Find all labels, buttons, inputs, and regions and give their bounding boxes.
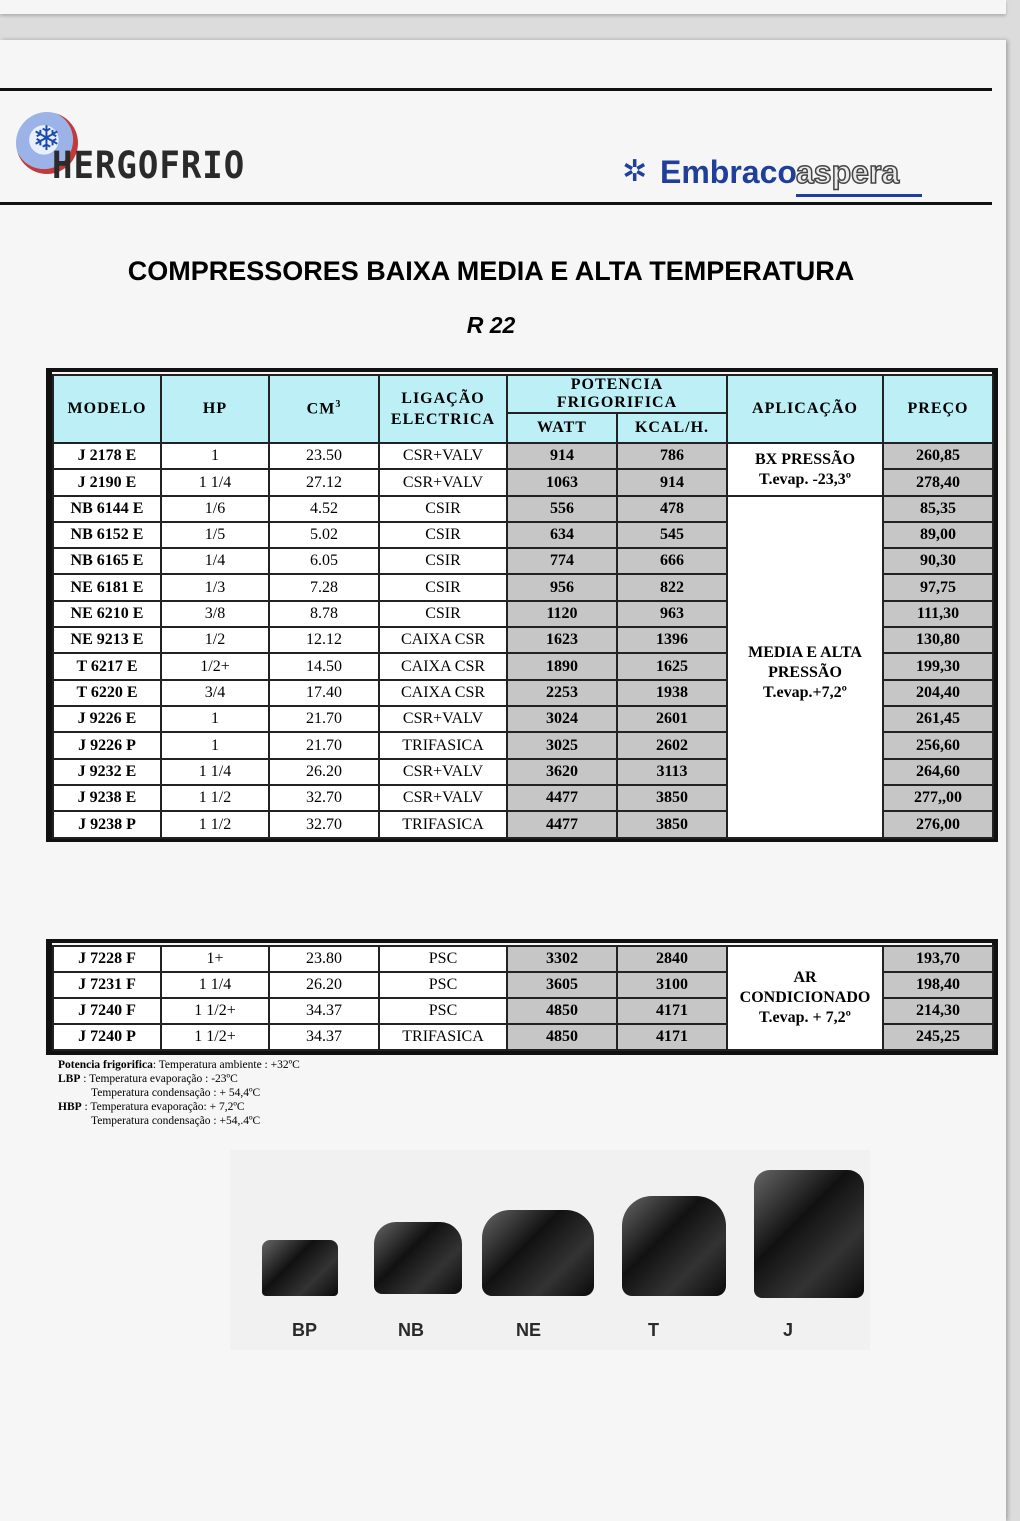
note-potencia-label: Potencia frigorifica xyxy=(58,1059,153,1071)
cell-modelo: NE 6181 E xyxy=(53,574,161,601)
compressor-photos xyxy=(230,1150,870,1350)
cell-kcal: 822 xyxy=(617,574,727,601)
cell-ligacao: TRIFASICA xyxy=(379,732,507,759)
header-ligacao-line2: ELECTRICA xyxy=(390,411,496,428)
cell-hp: 1 xyxy=(161,443,269,469)
cell-hp: 1 1/4 xyxy=(161,759,269,785)
cell-cm3: 12.12 xyxy=(269,627,379,653)
cell-hp: 1 1/2 xyxy=(161,811,269,838)
cell-watt: 3025 xyxy=(507,732,617,759)
cell-modelo: NB 6152 E xyxy=(53,522,161,548)
cell-modelo: J 7240 F xyxy=(53,998,161,1024)
cell-cm3: 23.80 xyxy=(269,946,379,972)
header-hp: HP xyxy=(161,375,269,443)
cell-watt: 3605 xyxy=(507,972,617,998)
header-rule-bottom xyxy=(0,202,992,205)
cell-hp: 1 xyxy=(161,706,269,732)
compressor-j-image xyxy=(754,1170,864,1298)
cell-hp: 1/4 xyxy=(161,548,269,574)
cell-ligacao: CSIR xyxy=(379,548,507,574)
note-lbp-text: : Temperatura evaporação : -23ºC xyxy=(80,1073,238,1085)
header-ligacao xyxy=(379,375,507,443)
cell-kcal: 2840 xyxy=(617,946,727,972)
cell-aplicacao-bx-pressao xyxy=(727,443,883,496)
cell-hp: 1 1/4 xyxy=(161,972,269,998)
cell-kcal: 963 xyxy=(617,601,727,627)
aplicacao-media-line2: PRESSÃO xyxy=(768,664,842,681)
cell-modelo: J 9232 E xyxy=(53,759,161,785)
cell-modelo: J 2190 E xyxy=(53,469,161,496)
cell-cm3: 6.05 xyxy=(269,548,379,574)
cell-ligacao: CSR+VALV xyxy=(379,706,507,732)
header-preco: PREÇO xyxy=(883,375,993,443)
cell-ligacao: CSR+VALV xyxy=(379,759,507,785)
cell-cm3: 21.70 xyxy=(269,732,379,759)
cell-preco: 264,60 xyxy=(883,759,993,785)
compressor-label-j: J xyxy=(783,1320,794,1340)
cell-cm3: 14.50 xyxy=(269,653,379,680)
cell-ligacao: CAIXA CSR xyxy=(379,680,507,706)
header-watt: WATT xyxy=(507,413,617,443)
compressor-table-main xyxy=(52,374,994,839)
header-potencia-line1: POTENCIA xyxy=(570,376,664,393)
cell-modelo: J 7231 F xyxy=(53,972,161,998)
cell-kcal: 2602 xyxy=(617,732,727,759)
cell-preco: 278,40 xyxy=(883,469,993,496)
cell-ligacao: PSC xyxy=(379,998,507,1024)
cell-kcal: 914 xyxy=(617,469,727,496)
cell-cm3: 21.70 xyxy=(269,706,379,732)
cell-watt: 1063 xyxy=(507,469,617,496)
cell-cm3: 32.70 xyxy=(269,785,379,811)
cell-preco: 214,30 xyxy=(883,998,993,1024)
cell-cm3: 5.02 xyxy=(269,522,379,548)
cell-watt: 1890 xyxy=(507,653,617,680)
cell-cm3: 26.20 xyxy=(269,972,379,998)
cell-modelo: J 9238 E xyxy=(53,785,161,811)
cell-cm3: 7.28 xyxy=(269,574,379,601)
cell-preco: 89,00 xyxy=(883,522,993,548)
cell-kcal: 4171 xyxy=(617,1024,727,1050)
cell-watt: 4850 xyxy=(507,998,617,1024)
cell-hp: 1/2+ xyxy=(161,653,269,680)
cell-kcal: 3113 xyxy=(617,759,727,785)
compressor-table-ac xyxy=(52,945,994,1051)
header-potencia-line2: FRIGORIFICA xyxy=(556,394,678,411)
header-potencia xyxy=(507,375,727,413)
refrigerant-subtitle: R 22 xyxy=(466,312,516,338)
note-hbp-text: : Temperatura evaporação: + 7,2ºC xyxy=(81,1101,245,1113)
cell-preco: 261,45 xyxy=(883,706,993,732)
cell-preco: 199,30 xyxy=(883,653,993,680)
cell-watt: 774 xyxy=(507,548,617,574)
cell-kcal: 545 xyxy=(617,522,727,548)
cell-watt: 634 xyxy=(507,522,617,548)
aplicacao-ar-line1: AR xyxy=(793,969,817,986)
cell-ligacao: PSC xyxy=(379,946,507,972)
cell-preco: 111,30 xyxy=(883,601,993,627)
note-lbp-cond: Temperatura condensação : + 54,4ºC xyxy=(91,1087,261,1099)
cell-ligacao: CAIXA CSR xyxy=(379,653,507,680)
cell-modelo: T 6217 E xyxy=(53,653,161,680)
cell-cm3: 27.12 xyxy=(269,469,379,496)
hergofrio-wordmark: HERGOFRIO xyxy=(52,144,246,188)
table-row xyxy=(53,443,993,469)
cell-cm3: 32.70 xyxy=(269,811,379,838)
aplicacao-media-line1: MEDIA E ALTA xyxy=(748,644,862,661)
cell-watt: 4477 xyxy=(507,785,617,811)
cell-preco: 204,40 xyxy=(883,680,993,706)
hergofrio-logo xyxy=(14,108,258,198)
header-ligacao-line1: LIGAÇÃO xyxy=(401,390,485,407)
cell-kcal: 666 xyxy=(617,548,727,574)
header-modelo: MODELO xyxy=(53,375,161,443)
embraco-wordmark: Embraco xyxy=(660,154,797,190)
previous-page-edge xyxy=(0,0,1006,14)
header-aplicacao: APLICAÇÃO xyxy=(727,375,883,443)
page-title: COMPRESSORES BAIXA MEDIA E ALTA TEMPERATURA xyxy=(127,256,855,286)
note-potencia-text: : Temperatura ambiente : +32ºC xyxy=(152,1059,300,1071)
note-hbp-label: HBP xyxy=(58,1101,82,1113)
cell-ligacao: CAIXA CSR xyxy=(379,627,507,653)
compressor-t-image xyxy=(622,1196,726,1296)
cell-watt: 3620 xyxy=(507,759,617,785)
note-hbp-cond: Temperatura condensação : +54,.4ºC xyxy=(91,1115,261,1127)
cell-cm3: 34.37 xyxy=(269,1024,379,1050)
cell-kcal: 3100 xyxy=(617,972,727,998)
cell-modelo: J 7240 P xyxy=(53,1024,161,1050)
cell-preco: 277,,00 xyxy=(883,785,993,811)
cell-modelo: NB 6165 E xyxy=(53,548,161,574)
cell-watt: 1623 xyxy=(507,627,617,653)
cell-ligacao: CSIR xyxy=(379,601,507,627)
cell-preco: 90,30 xyxy=(883,548,993,574)
cell-cm3: 4.52 xyxy=(269,496,379,522)
cell-watt: 1120 xyxy=(507,601,617,627)
cell-hp: 1/3 xyxy=(161,574,269,601)
cell-hp: 1 1/2+ xyxy=(161,1024,269,1050)
cell-watt: 3302 xyxy=(507,946,617,972)
cell-hp: 3/8 xyxy=(161,601,269,627)
cell-modelo: NE 9213 E xyxy=(53,627,161,653)
cell-hp: 1 1/4 xyxy=(161,469,269,496)
cell-kcal: 3850 xyxy=(617,811,727,838)
cell-modelo: J 9226 P xyxy=(53,732,161,759)
cell-kcal: 3850 xyxy=(617,785,727,811)
cell-preco: 97,75 xyxy=(883,574,993,601)
header-rule-top xyxy=(0,88,992,91)
cell-preco: 193,70 xyxy=(883,946,993,972)
cell-hp: 1 1/2 xyxy=(161,785,269,811)
cell-aplicacao-ar-condicionado xyxy=(727,946,883,1050)
cell-preco: 276,00 xyxy=(883,811,993,838)
cell-preco: 260,85 xyxy=(883,443,993,469)
snowflake-icon: ❄ xyxy=(32,119,61,159)
cell-ligacao: TRIFASICA xyxy=(379,811,507,838)
cell-aplicacao-media-alta xyxy=(727,496,883,838)
cell-modelo: J 7228 F xyxy=(53,946,161,972)
cell-ligacao: CSIR xyxy=(379,496,507,522)
cell-preco: 198,40 xyxy=(883,972,993,998)
aplicacao-ar-line2: CONDICIONADO xyxy=(739,989,871,1006)
cell-kcal: 2601 xyxy=(617,706,727,732)
cell-hp: 1/5 xyxy=(161,522,269,548)
cell-ligacao: PSC xyxy=(379,972,507,998)
cell-modelo: T 6220 E xyxy=(53,680,161,706)
aspera-wordmark: aspera xyxy=(796,154,900,190)
cell-modelo: J 2178 E xyxy=(53,443,161,469)
cell-hp: 1/6 xyxy=(161,496,269,522)
header-cm3 xyxy=(269,375,379,443)
cell-watt: 914 xyxy=(507,443,617,469)
cell-ligacao: CSR+VALV xyxy=(379,443,507,469)
embraco-star-icon: ✲ xyxy=(622,154,648,189)
cell-cm3: 8.78 xyxy=(269,601,379,627)
cell-hp: 1 1/2+ xyxy=(161,998,269,1024)
cell-watt: 2253 xyxy=(507,680,617,706)
cell-cm3: 17.40 xyxy=(269,680,379,706)
cell-ligacao: TRIFASICA xyxy=(379,1024,507,1050)
cell-watt: 556 xyxy=(507,496,617,522)
aplicacao-bx-line1: BX PRESSÃO xyxy=(754,450,856,468)
compressor-ne-image xyxy=(482,1210,594,1296)
header-kcal: KCAL/H. xyxy=(617,413,727,443)
table-row xyxy=(53,496,993,522)
compressor-label-bp: BP xyxy=(292,1320,318,1340)
table-row xyxy=(53,946,993,972)
cell-hp: 1 xyxy=(161,732,269,759)
cell-preco: 256,60 xyxy=(883,732,993,759)
cell-watt: 4477 xyxy=(507,811,617,838)
aplicacao-bx-line2: T.evap. -23,3º xyxy=(758,470,852,488)
cell-cm3: 23.50 xyxy=(269,443,379,469)
compressor-label-ne: NE xyxy=(516,1320,542,1340)
cell-watt: 4850 xyxy=(507,1024,617,1050)
cell-watt: 3024 xyxy=(507,706,617,732)
cell-preco: 85,35 xyxy=(883,496,993,522)
cell-ligacao: CSR+VALV xyxy=(379,469,507,496)
note-lbp xyxy=(58,1072,300,1086)
cell-kcal: 786 xyxy=(617,443,727,469)
cell-ligacao: CSR+VALV xyxy=(379,785,507,811)
embraco-aspera-logo xyxy=(620,150,930,202)
cell-ligacao: CSIR xyxy=(379,522,507,548)
compressor-bp-image xyxy=(262,1240,338,1296)
cell-hp: 1+ xyxy=(161,946,269,972)
cell-kcal: 1625 xyxy=(617,653,727,680)
cell-kcal: 4171 xyxy=(617,998,727,1024)
cell-kcal: 478 xyxy=(617,496,727,522)
cell-preco: 245,25 xyxy=(883,1024,993,1050)
cell-preco: 130,80 xyxy=(883,627,993,653)
note-potencia xyxy=(58,1058,300,1072)
header-cm-text: CM xyxy=(306,400,336,418)
cell-modelo: J 9238 P xyxy=(53,811,161,838)
aplicacao-ar-line3: T.evap. + 7,2º xyxy=(759,1009,851,1026)
compressor-nb-image xyxy=(374,1222,462,1294)
footnotes xyxy=(58,1058,300,1128)
note-hbp xyxy=(58,1100,300,1114)
compressor-label-t: T xyxy=(648,1320,659,1340)
cell-ligacao: CSIR xyxy=(379,574,507,601)
cell-modelo: J 9226 E xyxy=(53,706,161,732)
note-lbp-label: LBP xyxy=(58,1073,81,1085)
aplicacao-media-line3: T.evap.+7,2º xyxy=(763,684,847,701)
cell-modelo: NE 6210 E xyxy=(53,601,161,627)
cell-kcal: 1396 xyxy=(617,627,727,653)
aspera-underline xyxy=(796,194,922,197)
cell-modelo: NB 6144 E xyxy=(53,496,161,522)
cell-hp: 1/2 xyxy=(161,627,269,653)
cell-watt: 956 xyxy=(507,574,617,601)
cell-kcal: 1938 xyxy=(617,680,727,706)
cell-hp: 3/4 xyxy=(161,680,269,706)
cell-cm3: 34.37 xyxy=(269,998,379,1024)
compressor-label-nb: NB xyxy=(398,1320,424,1340)
header-cm-superscript: 3 xyxy=(335,399,342,411)
cell-cm3: 26.20 xyxy=(269,759,379,785)
